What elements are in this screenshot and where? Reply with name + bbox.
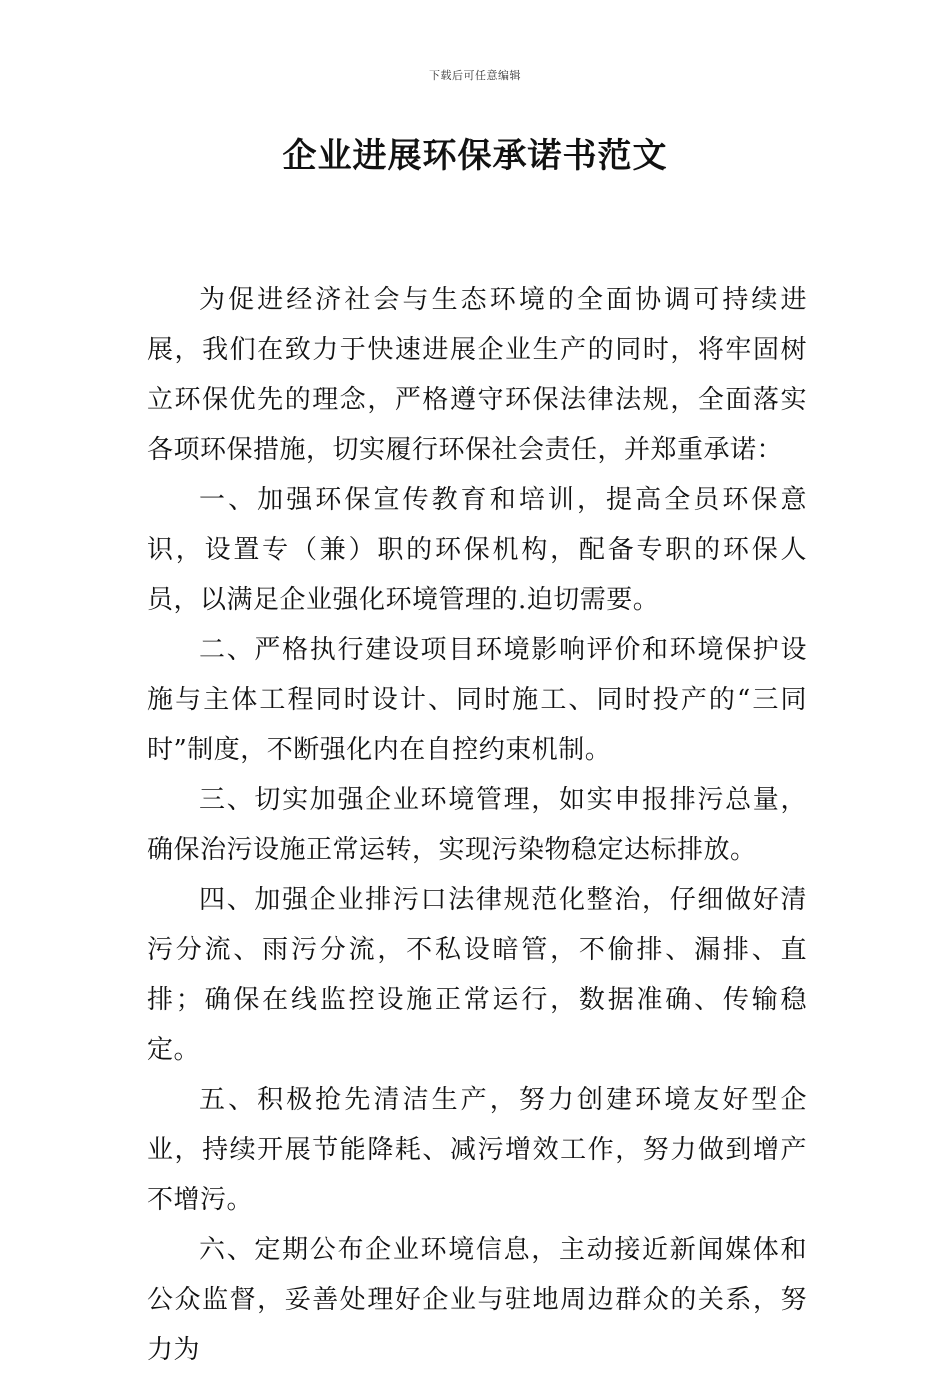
paragraph-item-2: 二、严格执行建设项目环境影响评价和环境保护设施与主体工程同时设计、同时施工、同时投产的“三同时”制度，不断强化内在自控约束机制。 [147,635,807,765]
document-body [147,275,807,1375]
paragraph-item-5: 五、积极抢先清洁生产，努力创建环境友好型企业，持续开展节能降耗、减污增效工作，努力做到增产不增污。 [147,1085,807,1215]
header-note: 下载后可任意编辑 [429,69,521,82]
paragraph-item-6: 六、定期公布企业环境信息，主动接近新闻媒体和公众监督，妥善处理好企业与驻地周边群众的关系，努力为 [147,1235,807,1365]
paragraph-item-3: 三、切实加强企业环境管理，如实申报排污总量，确保治污设施正常运转，实现污染物稳定达标排放。 [147,785,807,865]
paragraph-item-4: 四、加强企业排污口法律规范化整治，仔细做好清污分流、雨污分流，不私设暗管，不偷排、漏排、直排；确保在线监控设施正常运行，数据准确、传输稳定。 [147,885,807,1065]
paragraph-item-1: 一、加强环保宣传教育和培训，提高全员环保意识，设置专（兼）职的环保机构，配备专职的环保人员，以满足企业强化环境管理的.迫切需要。 [147,485,807,615]
document-title: 企业进展环保承诺书范文 [282,136,668,176]
paragraph-intro: 为促进经济社会与生态环境的全面协调可持续进展，我们在致力于快速进展企业生产的同时，将牢固树立环保优先的理念，严格遵守环保法律法规，全面落实各项环保措施，切实履行环保社会责任，并郑重承诺： [147,285,807,465]
